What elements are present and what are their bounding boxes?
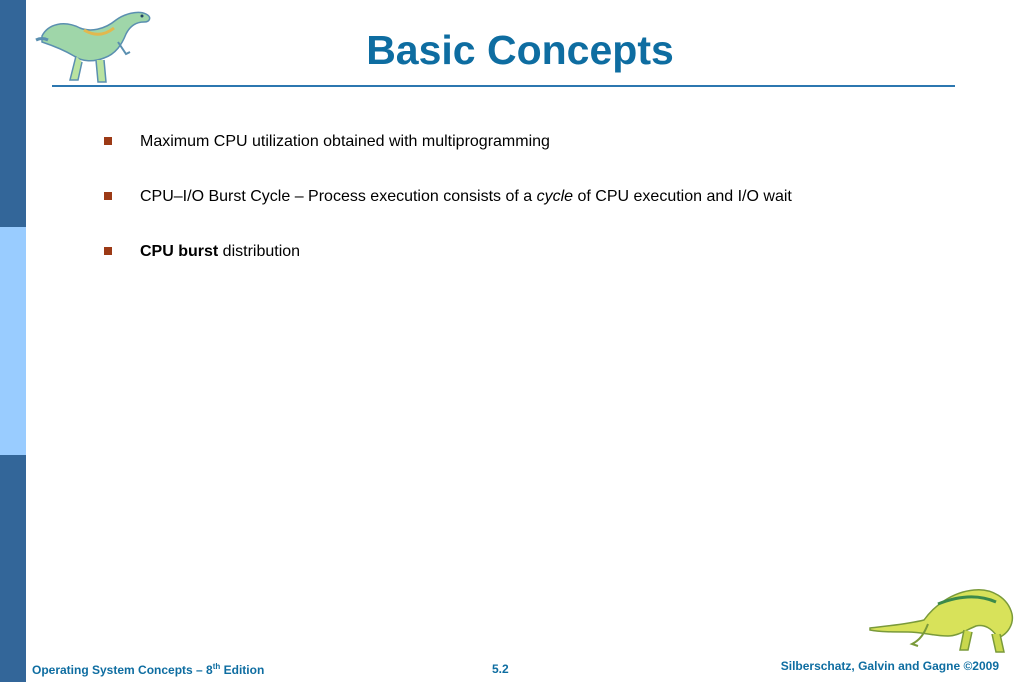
slide-title: Basic Concepts [366,27,674,73]
footer-book-title-sup: th [212,662,221,671]
bullet-item [104,240,984,295]
footer-book-title-tail: Edition [220,663,265,677]
bullet-square-icon [104,192,112,200]
bullet-list [104,130,984,295]
bullet-item [104,185,984,240]
bullet-text-part: distribution [218,243,301,260]
bullet-text: Maximum CPU utilization obtained with multiprogramming [140,133,550,150]
bullet-text-part: of CPU execution and I/O wait [573,188,792,205]
bullet-square-icon [104,137,112,145]
bullet-text [140,240,300,264]
sidebar-top-band [0,0,26,227]
footer-authors: Silberschatz, Galvin and Gagne ©2009 [780,659,999,673]
bullet-square-icon [104,247,112,255]
bullet-item [104,130,984,185]
bullet-text-italic: cycle [536,188,574,205]
sidebar-middle-band [0,227,26,455]
sidebar-bottom-band [0,455,26,682]
bullet-text-bold: CPU burst [140,243,219,260]
dinosaur-logo-icon [868,584,1016,656]
slide-number: 5.2 [492,662,509,676]
footer-book-title [32,662,264,677]
title-divider [52,85,955,87]
footer-book-title-main: Operating System Concepts – 8 [32,663,213,677]
bullet-text-part: CPU–I/O Burst Cycle – Process execution consists of a [140,188,537,205]
dinosaur-logo-icon [34,6,159,86]
bullet-text [140,185,792,209]
